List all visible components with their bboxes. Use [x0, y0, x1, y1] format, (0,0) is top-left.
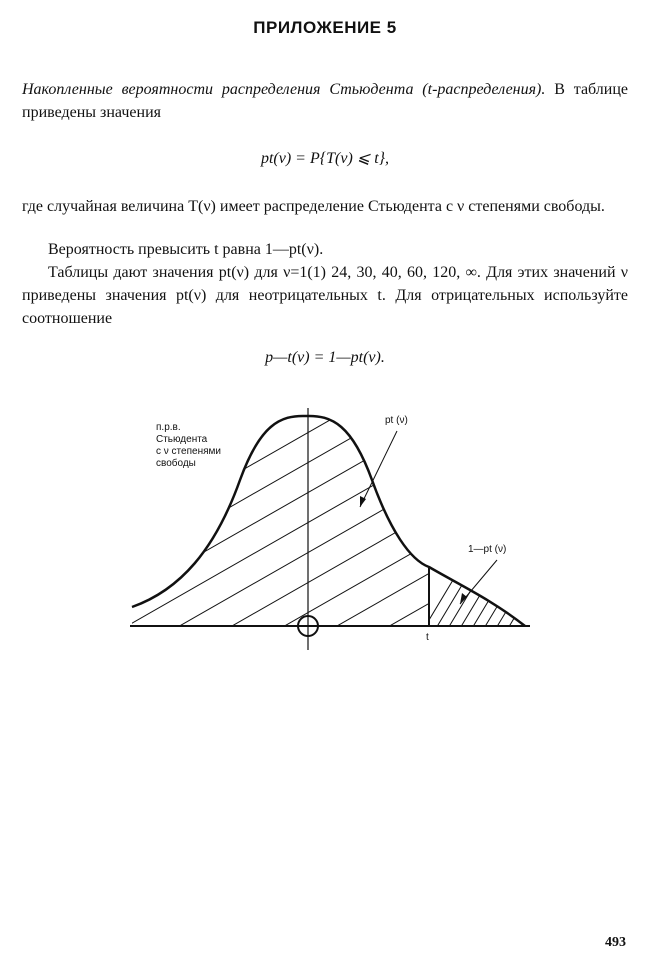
tail-label: 1—pt (ν): [468, 544, 507, 555]
cdf-label: pt (ν): [385, 415, 408, 426]
paragraph-exceed: Вероятность превысить t равна 1—pt(ν).: [48, 241, 324, 258]
intro-italic: Накопленные вероятности распределения Стьюдента (t-распределения).: [22, 81, 546, 98]
page-number: 493: [605, 935, 626, 950]
intro-paragraph: [22, 78, 628, 124]
intro-rest: В таблице приведены значения: [22, 81, 628, 121]
paragraph-tables: Таблицы дают значения pt(ν) для ν=1(1) 24, 30, 40, 60, 120, ∞. Для этих значений ν приведены значения pt(ν) для неотрицательных t. Для отрицательных используйте соотношение: [22, 264, 628, 327]
t-label: t: [426, 632, 429, 643]
paragraph-definition: где случайная величина T(ν) имеет распределение Стьюдента с ν степенями свободы.: [22, 198, 605, 215]
density-label: п.р.в. Стьюдента с ν степенями свободы: [156, 422, 221, 469]
student-distribution-figure: [120, 400, 540, 670]
appendix-heading: ПРИЛОЖЕНИЕ 5: [253, 18, 397, 37]
formula-cdf: pt(ν) = P{T(ν) ⩽ t},: [260, 150, 390, 167]
formula-negative: p—t(ν) = 1—pt(ν).: [265, 349, 385, 366]
